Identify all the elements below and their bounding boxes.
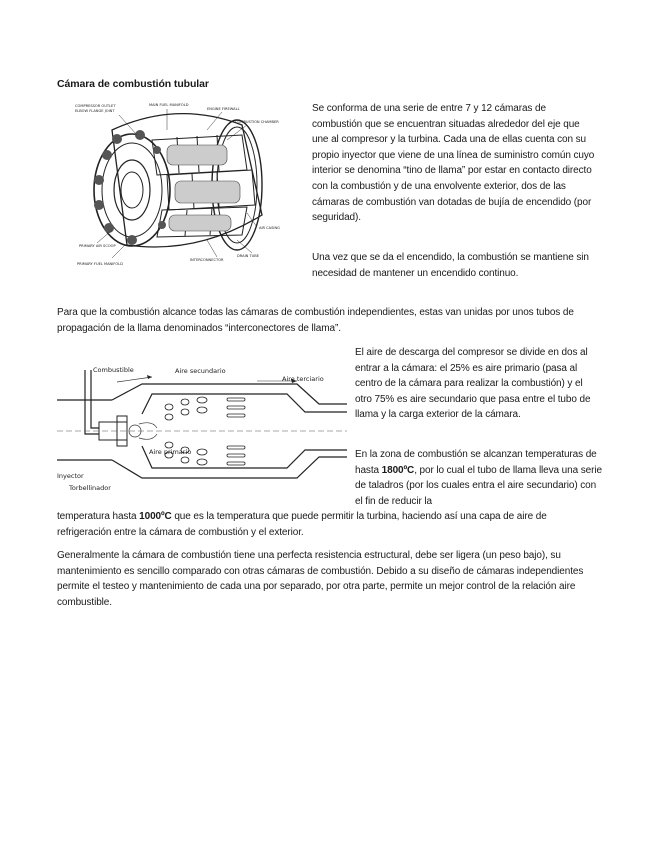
section-title: Cámara de combustión tubular: [57, 78, 209, 90]
air-flow-diagram-figure: [57, 362, 347, 497]
temperature-text-d: temperatura hasta: [57, 511, 140, 522]
temperature-value-max: 1800ºC: [381, 464, 415, 476]
paragraph-general: [57, 548, 602, 610]
label-main-fuel: MAIN FUEL MANIFOLD: [149, 103, 189, 107]
label-torbellinador: Torbellinador: [69, 484, 111, 492]
paragraph-air-division: [355, 345, 602, 423]
paragraph-temperature-continued-text: [57, 509, 602, 540]
paragraph-temperature: [355, 447, 602, 509]
paragraph-temperature-continued: [57, 509, 602, 540]
paragraph-intro-text: Se conforma de una serie de entre 7 y 12 cámaras de combustión que se encuentran situadas alrededor del eje que une al compresor y la turbina. Cada una de ellas cuenta con su propio inyector que viene de una línea de suministro común cuyo interior se denomina “tino de llama” por estar en contacto directo con la combustión y de una envolvente exterior, dos de las cámaras de combustión van dotadas de bujía de encendido (por seguridad).: [312, 103, 595, 224]
label-primary-air-scoop: PRIMARY AIR SCOOP: [79, 244, 116, 248]
label-inyector: Inyector: [57, 472, 84, 480]
label-drain-tube: DRAIN TUBE: [237, 254, 260, 258]
label-aire-secundario: Aire secundario: [175, 367, 226, 375]
temperature-text-e: que es la temperatura que puede permitir la turbina, haciendo así una capa de aire de refrigeración entre la cámara de combustión y el exterior.: [57, 511, 547, 538]
label-elbow-flange: ELBOW FLANGE JOINT: [75, 109, 115, 113]
label-compressor-outlet: COMPRESSOR OUTLET: [75, 104, 116, 108]
paragraph-temperature-text: [355, 447, 602, 509]
temperature-text-a: En la zona de combustión se alcanzan temperaturas de hasta: [355, 449, 597, 476]
temperature-value-turbine: 1000ºC: [139, 511, 172, 522]
label-aire-terciario: Aire terciario: [282, 375, 324, 383]
paragraph-ignition-text: Una vez que se da el encendido, la combustión se mantiene sin necesidad de mantener un encendido continuo.: [312, 252, 589, 279]
label-engine-firewall: ENGINE FIREWALL: [207, 107, 240, 111]
label-primary-fuel: PRIMARY FUEL MANIFOLD: [77, 262, 123, 266]
temperature-text-c: , por lo cual el tubo de llama lleva una serie de taladros (por los cuales entra el aire secundario) con el fin de reducir la: [355, 464, 602, 507]
label-air-casing: AIR CASING: [259, 226, 280, 230]
label-aire-primario: Aire primario: [149, 448, 192, 456]
label-interconnector: INTERCONNECTOR: [190, 258, 224, 262]
paragraph-intro: [312, 101, 597, 226]
paragraph-interconnectors: [57, 305, 602, 336]
paragraph-interconnectors-text: Para que la combustión alcance todas las cámaras de combustión independientes, estas van unidas por unos tubos de propagación de la llama denominados “interconectores de llama”.: [57, 307, 574, 334]
label-combustion-chamber: COMBUSTION CHAMBER: [235, 120, 279, 124]
paragraph-air-division-text: El aire de descarga del compresor se divide en dos al entrar a la cámara: el 25% es aire primario (pasa al centro de la cámara para realizar la combustión) y el otro 75% es aire secundario que pasa entre el tubo de llama y la carga exterior de la cámara.: [355, 347, 591, 421]
label-combustible: Combustible: [93, 366, 134, 374]
paragraph-general-text: Generalmente la cámara de combustión tiene una perfecta resistencia estructural, debe ser ligera (un peso bajo), su mantenimiento es sencillo comparado con otras cámaras de combustión. Debido a su diseño de cámaras independientes permite el testeo y mantenimiento de cada una por separado, por otra parte, permite un mejor control de la relación aire combustible.: [57, 550, 584, 608]
paragraph-ignition: [312, 250, 597, 281]
combustion-chamber-cutaway-figure: [57, 95, 297, 270]
